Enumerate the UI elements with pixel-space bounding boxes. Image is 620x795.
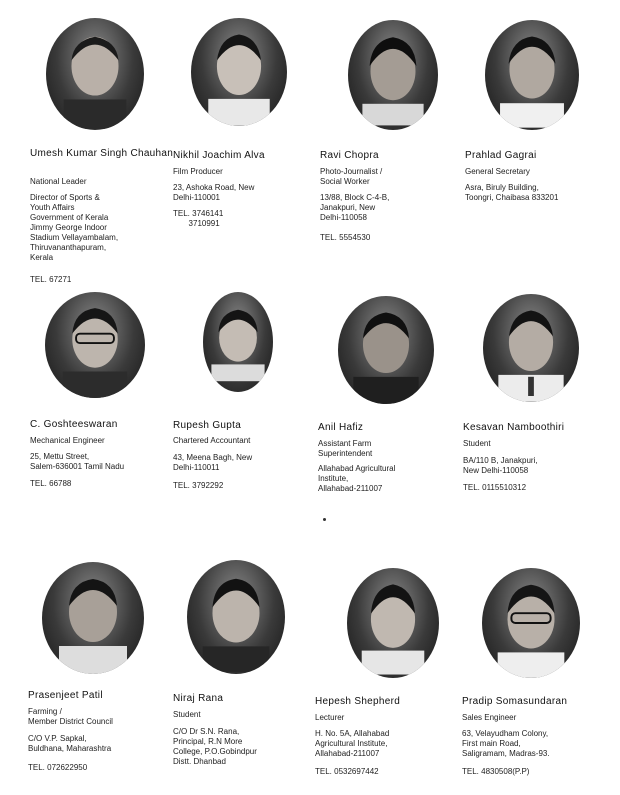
person-telephone: TEL. 67271 xyxy=(30,275,72,284)
person-telephone: TEL. 4830508(P.P) xyxy=(462,767,530,776)
person-name: Ravi Chopra xyxy=(320,150,379,161)
person-address: 63, Velayudham Colony, First main Road, Saligramam, Madras-93. xyxy=(462,729,550,758)
person-role: Film Producer xyxy=(173,167,223,176)
person-role: Assistant Farm Superintendent xyxy=(318,439,373,458)
portrait-photo xyxy=(203,292,273,392)
person-address: Director of Sports & Youth Affairs Government of Kerala Jimmy George Indoor Stadium Vellayambalam, Thiruvananthapuram, Kerala xyxy=(30,193,119,262)
person-role: Lecturer xyxy=(315,713,345,722)
person-role: National Leader xyxy=(30,177,87,186)
person-telephone: TEL. 3746141 3710991 xyxy=(173,209,224,228)
person-telephone: TEL. 0115510312 xyxy=(463,483,527,492)
person-role: Sales Engineer xyxy=(462,713,517,722)
portrait-photo xyxy=(191,18,287,126)
person-name: Nikhil Joachim Alva xyxy=(173,150,265,161)
portrait-photo xyxy=(42,562,144,674)
person-name: Umesh Kumar Singh Chauhan xyxy=(30,148,174,159)
person-role: General Secretary xyxy=(465,167,530,176)
person-name: Pradip Somasundaran xyxy=(462,696,568,707)
portrait-photo xyxy=(485,20,579,130)
person-address: Asra, Biruly Building, Toongri, Chaibasa 833201 xyxy=(465,183,559,202)
person-role: Chartered Accountant xyxy=(173,436,251,445)
portrait-photo xyxy=(347,568,439,678)
person-name: Prahlad Gagrai xyxy=(465,150,537,161)
person-address: H. No. 5A, Allahabad Agricultural Institute, Allahabad-211007 xyxy=(315,729,390,758)
person-address: C/O Dr S.N. Rana, Principal, R.N More College, P.O.Gobindpur Distt. Dhanbad xyxy=(173,727,257,766)
person-telephone: TEL. 072622950 xyxy=(28,763,88,772)
person-address: BA/110 B, Janakpuri, New Delhi-110058 xyxy=(463,456,538,475)
person-name: C. Goshteeswaran xyxy=(30,419,118,430)
portrait-photo xyxy=(483,294,579,402)
person-role: Farming / Member District Council xyxy=(28,707,113,726)
person-name: Kesavan Namboothiri xyxy=(463,422,565,433)
person-name: Anil Hafiz xyxy=(318,422,364,433)
person-name: Prasenjeet Patil xyxy=(28,690,103,701)
portrait-photo xyxy=(348,20,438,130)
person-telephone: TEL. 5554530 xyxy=(320,233,371,242)
portrait-photo xyxy=(338,296,434,404)
portrait-photo xyxy=(46,18,144,130)
person-address: 23, Ashoka Road, New Delhi-110001 xyxy=(173,183,255,202)
portrait-photo xyxy=(45,292,145,398)
person-telephone: TEL. 3792292 xyxy=(173,481,224,490)
person-role: Student xyxy=(173,710,201,719)
print-speck xyxy=(323,518,326,521)
person-role: Mechanical Engineer xyxy=(30,436,105,445)
person-name: Hepesh Shepherd xyxy=(315,696,401,707)
person-telephone: TEL. 0532697442 xyxy=(315,767,379,776)
person-address: 25, Mettu Street, Salem-636001 Tamil Nadu xyxy=(30,452,125,471)
portrait-photo xyxy=(482,568,580,678)
person-address: 13/88, Block C-4-B, Janakpuri, New Delhi-110058 xyxy=(320,193,390,222)
person-address: C/O V.P. Sapkal, Buldhana, Maharashtra xyxy=(28,734,112,753)
person-role: Photo-Journalist / Social Worker xyxy=(320,167,383,186)
person-address: Allahabad Agricultural Institute, Allahabad-211007 xyxy=(318,464,396,493)
person-address: 43, Meena Bagh, New Delhi-110011 xyxy=(173,453,253,472)
portrait-photo xyxy=(187,560,285,674)
person-name: Niraj Rana xyxy=(173,693,224,704)
person-role: Student xyxy=(463,439,491,448)
person-telephone: TEL. 66788 xyxy=(30,479,72,488)
person-name: Rupesh Gupta xyxy=(173,420,242,431)
